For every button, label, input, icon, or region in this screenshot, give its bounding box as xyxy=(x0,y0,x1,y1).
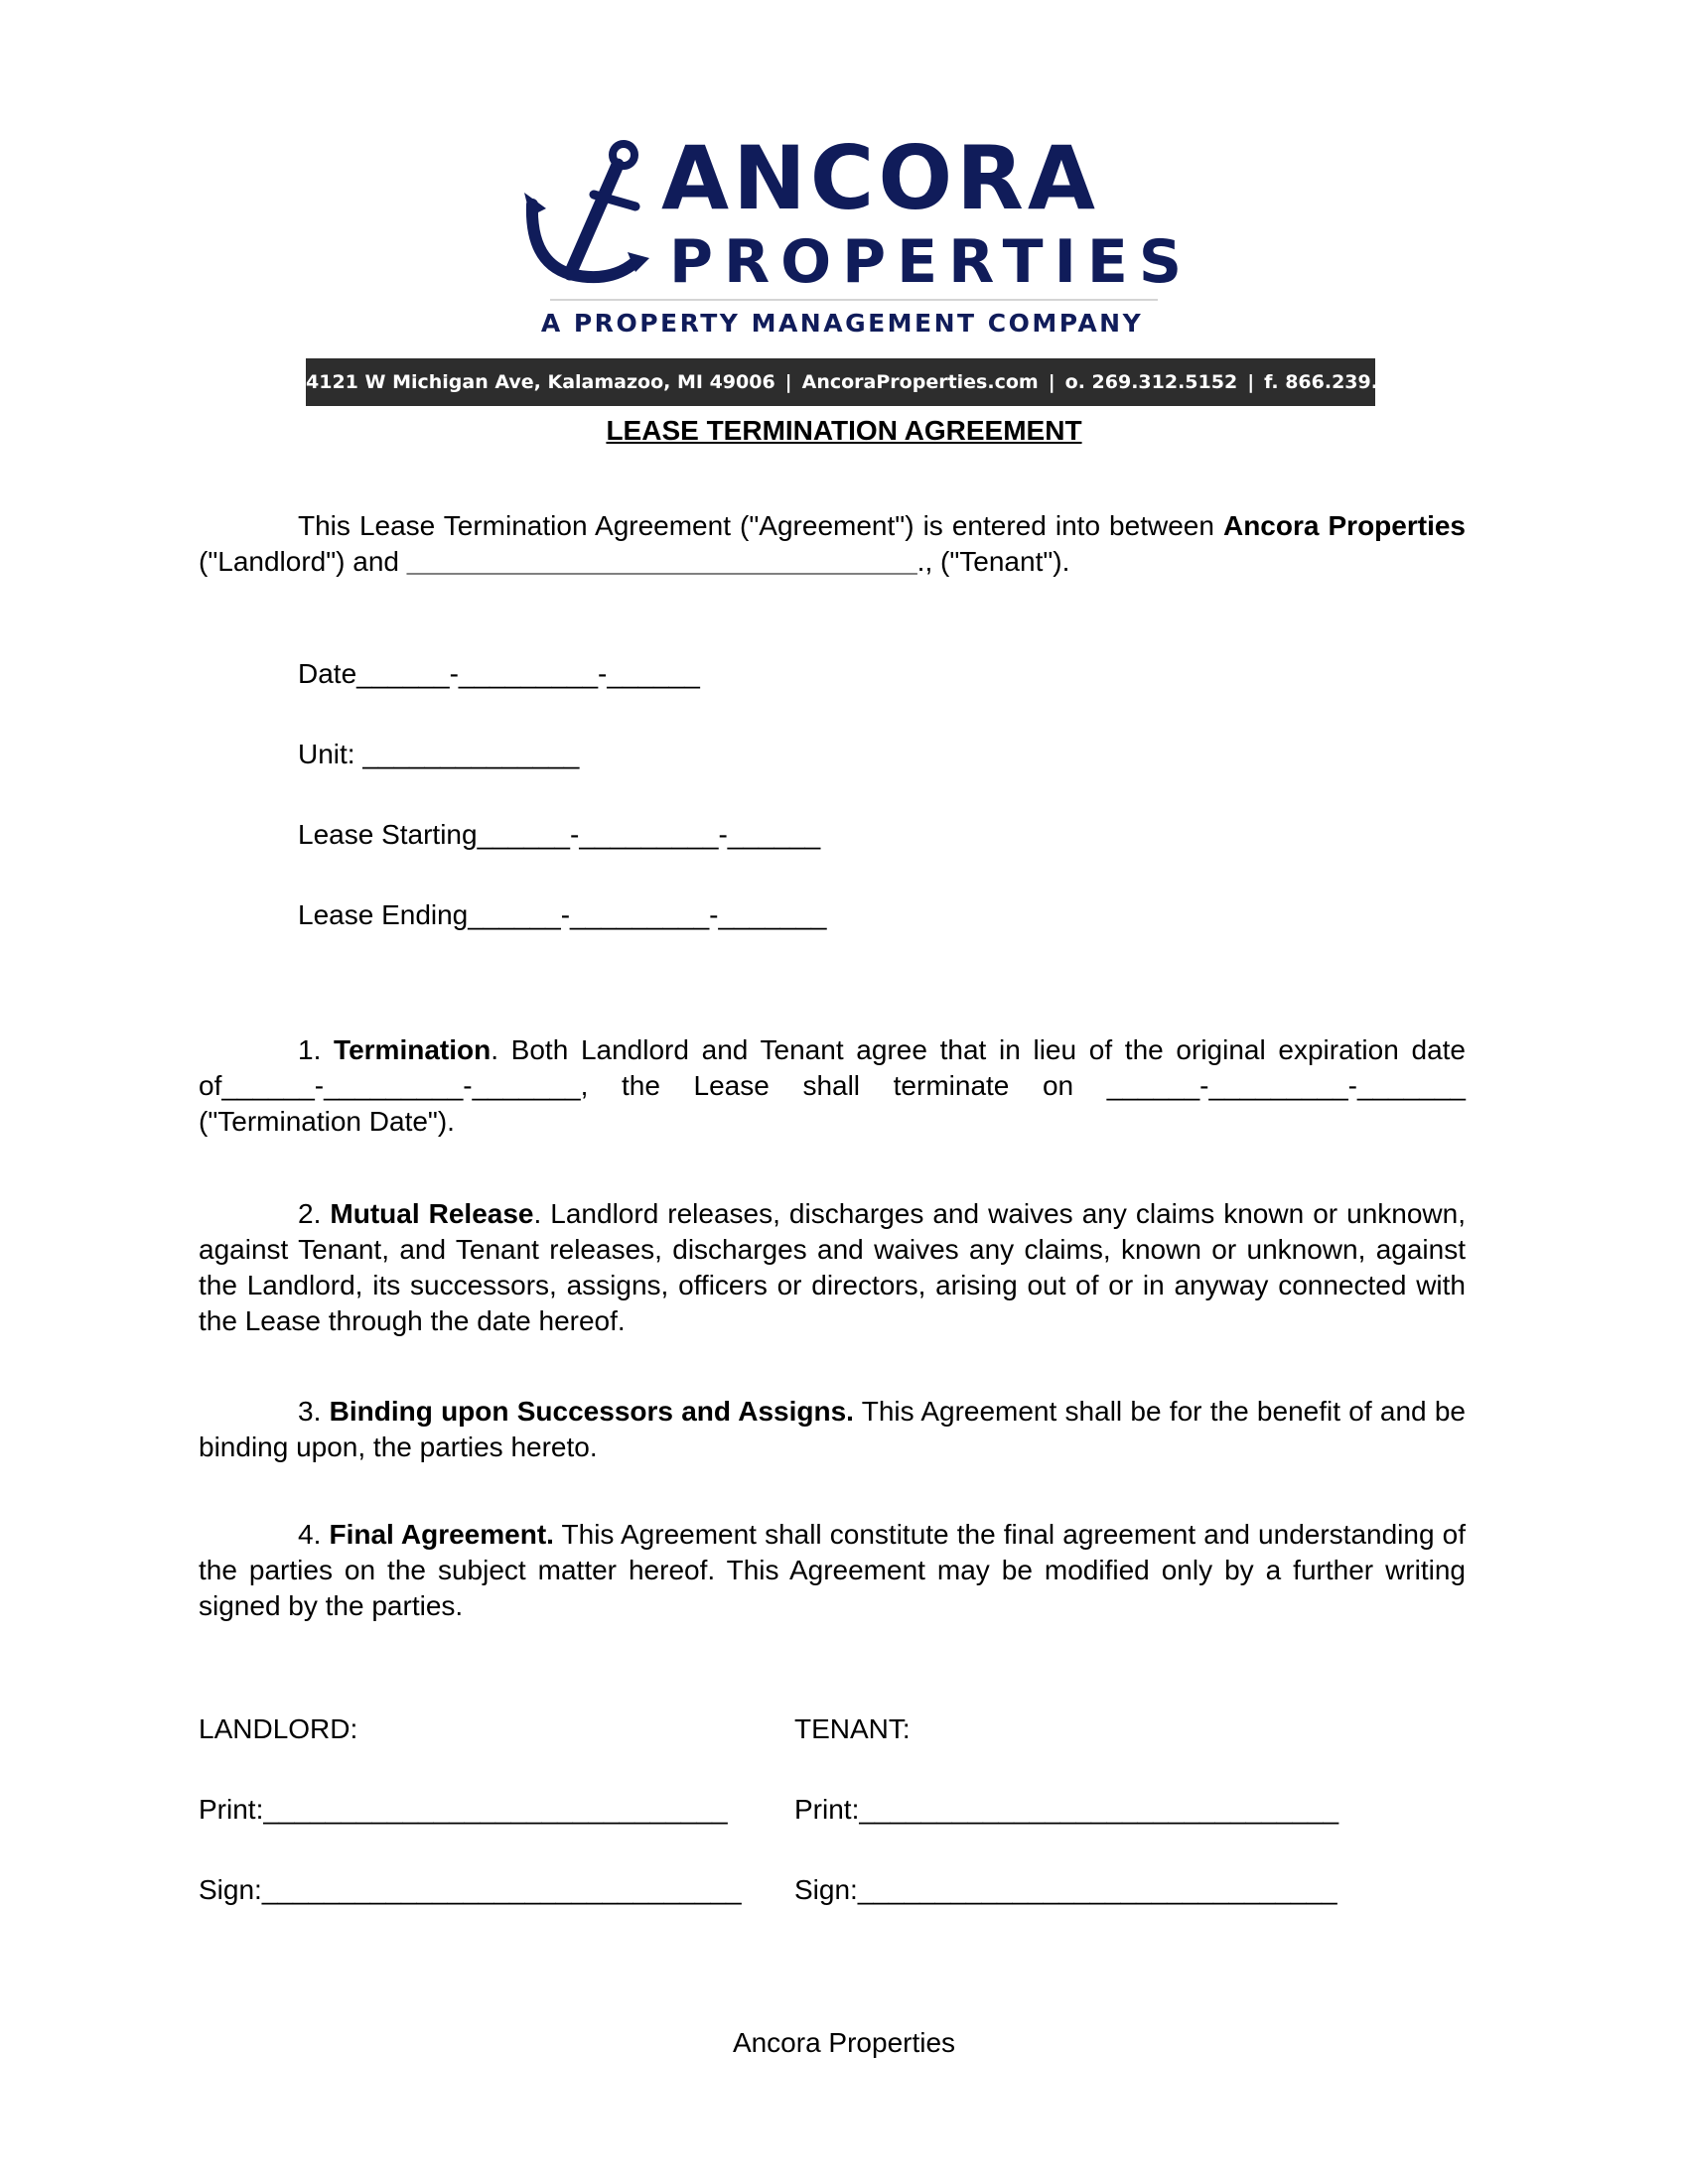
anchor-icon xyxy=(524,135,651,294)
clause-number: 4. xyxy=(298,1519,330,1550)
landlord-print-field[interactable]: Print:______________________________ xyxy=(199,1794,728,1825)
clause-heading: Mutual Release xyxy=(330,1198,534,1229)
clause-termination xyxy=(199,1032,1466,1140)
brand-name: ANCORA xyxy=(661,127,1100,229)
page-footer: Ancora Properties xyxy=(732,2027,956,2058)
document-title: LEASE TERMINATION AGREEMENT xyxy=(606,415,1082,446)
intro-text: This Lease Termination Agreement ("Agreement") is entered into between xyxy=(298,510,1223,541)
contact-address: 4121 W Michigan Ave, Kalamazoo, MI 49006 xyxy=(306,371,775,393)
brand-tagline: A PROPERTY MANAGEMENT COMPANY xyxy=(540,309,1144,338)
contact-separator: | xyxy=(784,371,792,393)
contact-separator: | xyxy=(1247,371,1255,393)
lease-starting-field[interactable]: Lease Starting______-_________-______ xyxy=(298,819,821,850)
clause-number: 1. xyxy=(298,1034,335,1065)
tenant-label: TENANT: xyxy=(794,1713,911,1744)
contact-bar xyxy=(306,358,1431,406)
intro-paragraph xyxy=(199,508,1466,580)
clause-mutual-release xyxy=(199,1196,1466,1339)
clause-number: 2. xyxy=(298,1198,331,1229)
intro-text: ("Landlord") and xyxy=(199,546,407,577)
clause-text: . Both Landlord and Tenant agree that in lieu of the original expiration date of______-_________-_______, the Lease shall terminate on ______-_________-_______ ("Termination Date"). xyxy=(199,1034,1466,1137)
landlord-label: LANDLORD: xyxy=(199,1713,358,1744)
clause-text: This Agreement shall constitute the final agreement and understanding of the parties on the subject matter hereof. This Agreement may be modified only by a further writing signed by the parties. xyxy=(199,1519,1466,1621)
landlord-name: Ancora Properties xyxy=(1222,510,1467,541)
tenant-name-blank[interactable]: _________________________________ xyxy=(406,546,917,577)
clause-final-agreement xyxy=(199,1517,1466,1624)
company-logo xyxy=(524,127,1194,344)
contact-website: AncoraProperties.com xyxy=(801,371,1039,393)
contact-fax: f. 866.239.6351 xyxy=(1264,371,1431,393)
tenant-sign-field[interactable]: Sign:_______________________________ xyxy=(794,1874,1337,1905)
tenant-print-field[interactable]: Print:_______________________________ xyxy=(794,1794,1339,1825)
landlord-sign-field[interactable]: Sign:_______________________________ xyxy=(199,1874,742,1905)
clause-text: . Landlord releases, discharges and waives any claims known or unknown, against Tenant, and Tenant releases, discharges and waives any claims, known or unknown, against the Landlord, its successors, assigns, officers or directors, arising out of or in anyway connected with the Lease through the date hereof. xyxy=(199,1198,1466,1336)
clause-binding xyxy=(199,1394,1466,1465)
brand-subtitle: PROPERTIES xyxy=(669,227,1194,297)
intro-text: ., ("Tenant"). xyxy=(916,546,1070,577)
date-field[interactable]: Date______-_________-______ xyxy=(298,658,700,689)
clause-text: This Agreement shall be for the benefit of and be binding upon, the parties hereto. xyxy=(199,1396,1467,1462)
logo-divider xyxy=(550,299,1158,301)
lease-ending-field[interactable]: Lease Ending______-_________-_______ xyxy=(298,899,827,930)
contact-separator: | xyxy=(1048,371,1055,393)
clause-number: 3. xyxy=(298,1396,330,1427)
unit-field[interactable]: Unit: ______________ xyxy=(298,739,580,769)
clause-heading: Final Agreement. xyxy=(329,1519,554,1550)
clause-heading: Termination xyxy=(334,1034,492,1065)
clause-heading: Binding upon Successors and Assigns. xyxy=(329,1396,854,1427)
contact-office-phone: o. 269.312.5152 xyxy=(1064,371,1238,393)
